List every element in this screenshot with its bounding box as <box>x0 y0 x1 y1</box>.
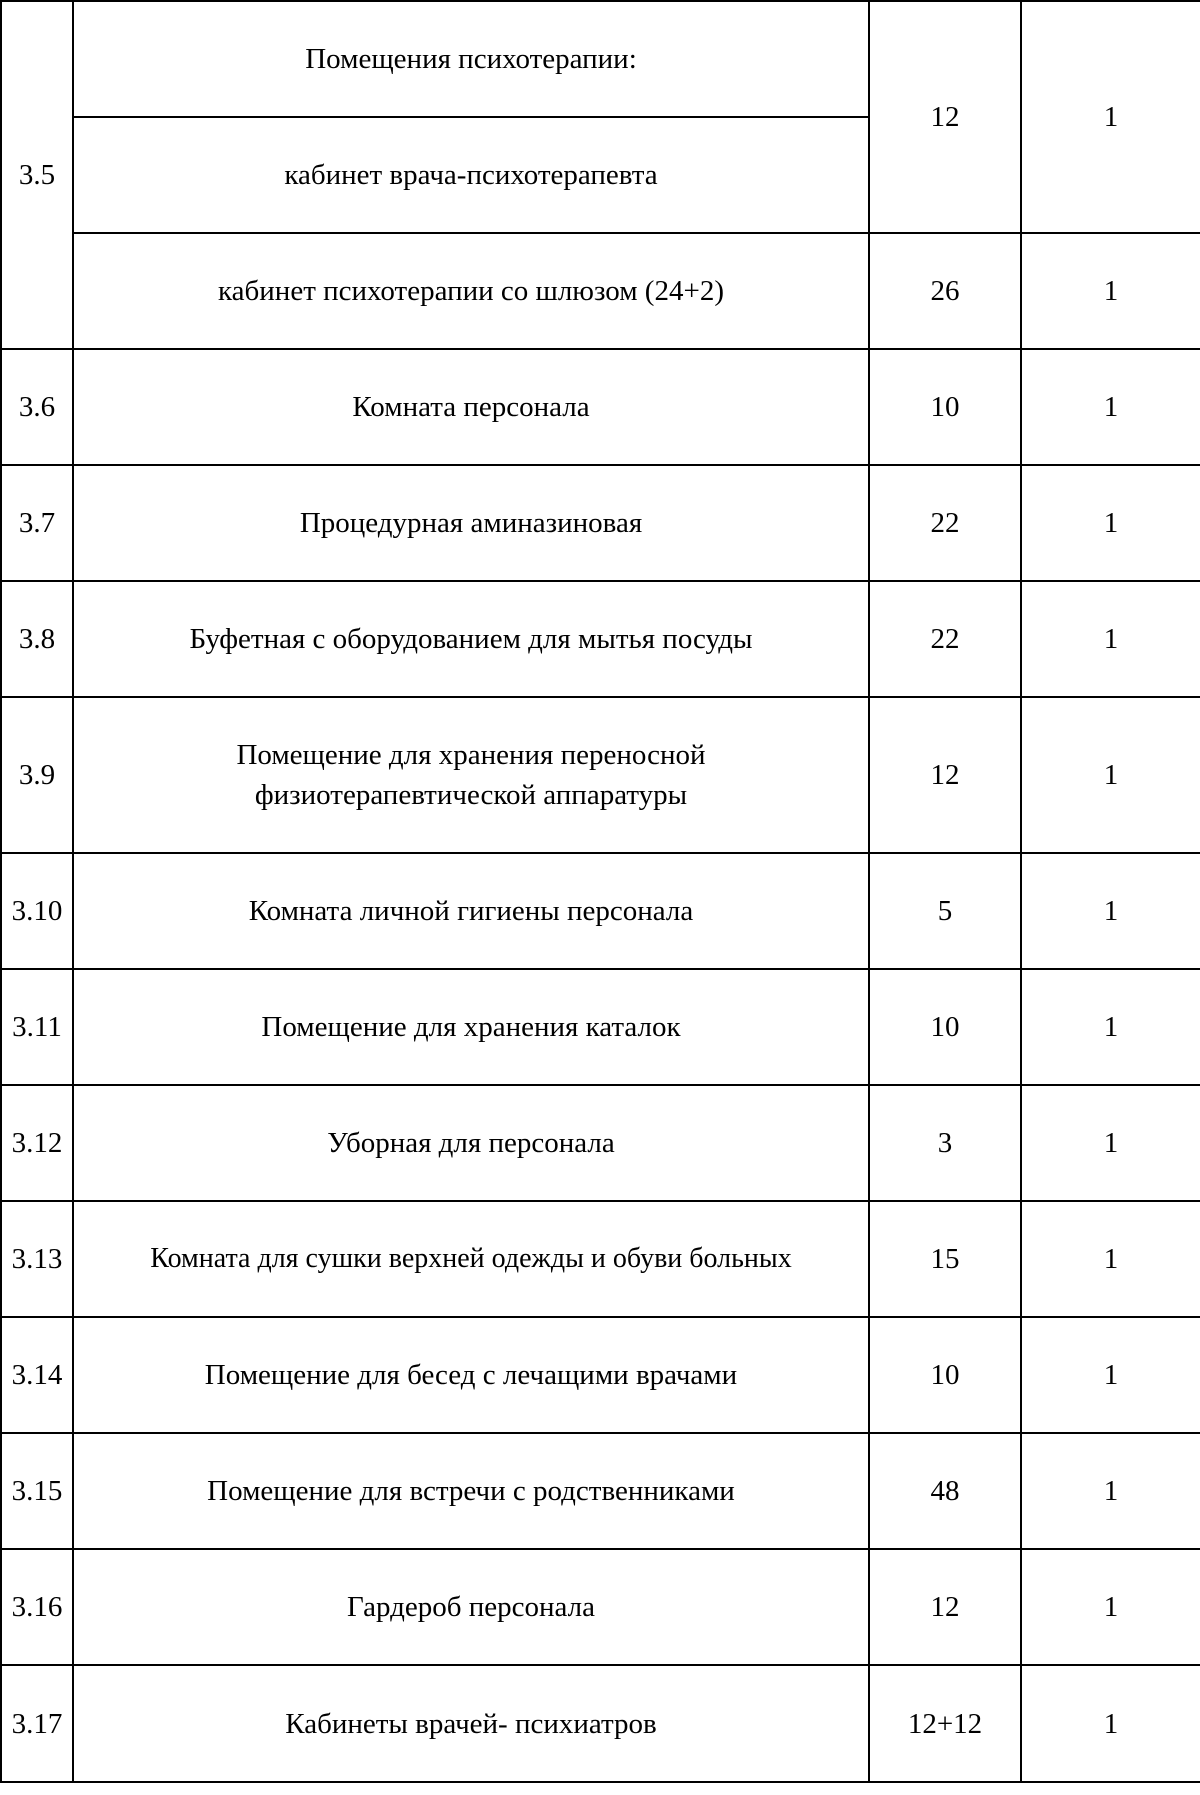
room-name-cell: Помещение для хранения переносной физиотерапевтической аппаратуры <box>73 697 869 853</box>
row-number: 3.5 <box>1 1 73 349</box>
table-row <box>1 1317 1200 1433</box>
room-name-cell: Комната персонала <box>73 349 869 465</box>
quantity-cell: 1 <box>1021 1 1200 233</box>
row-number: 3.9 <box>1 697 73 853</box>
room-name-cell: Помещение для встречи с родственниками <box>73 1433 869 1549</box>
area-cell: 10 <box>869 349 1021 465</box>
quantity-cell: 1 <box>1021 1085 1200 1201</box>
area-cell: 22 <box>869 465 1021 581</box>
row-number: 3.15 <box>1 1433 73 1549</box>
quantity-cell: 1 <box>1021 1201 1200 1317</box>
quantity-cell: 1 <box>1021 465 1200 581</box>
row-number: 3.6 <box>1 349 73 465</box>
area-cell: 12 <box>869 697 1021 853</box>
area-cell: 3 <box>869 1085 1021 1201</box>
row-number: 3.14 <box>1 1317 73 1433</box>
room-name-cell: Кабинеты врачей- психиатров <box>73 1665 869 1782</box>
table-row <box>1 697 1200 853</box>
table-row <box>1 349 1200 465</box>
room-name-cell: Процедурная аминазиновая <box>73 465 869 581</box>
table-row <box>1 1665 1200 1782</box>
row-number: 3.13 <box>1 1201 73 1317</box>
table-row <box>1 1549 1200 1665</box>
row-number: 3.10 <box>1 853 73 969</box>
area-cell: 22 <box>869 581 1021 697</box>
area-cell: 15 <box>869 1201 1021 1317</box>
room-name-cell: кабинет врача-психотерапевта <box>73 117 869 233</box>
area-cell: 12 <box>869 1549 1021 1665</box>
row-number: 3.12 <box>1 1085 73 1201</box>
room-name-cell: Помещение для бесед с лечащими врачами <box>73 1317 869 1433</box>
area-cell: 48 <box>869 1433 1021 1549</box>
row-number: 3.8 <box>1 581 73 697</box>
quantity-cell: 1 <box>1021 233 1200 349</box>
quantity-cell: 1 <box>1021 1433 1200 1549</box>
quantity-cell: 1 <box>1021 853 1200 969</box>
room-name-cell: Гардероб персонала <box>73 1549 869 1665</box>
room-name-cell: Комната для сушки верхней одежды и обуви больных <box>73 1201 869 1317</box>
area-cell: 10 <box>869 969 1021 1085</box>
quantity-cell: 1 <box>1021 349 1200 465</box>
table-row <box>1 853 1200 969</box>
area-cell: 12 <box>869 1 1021 233</box>
room-name-cell: кабинет психотерапии со шлюзом (24+2) <box>73 233 869 349</box>
table-row <box>1 1433 1200 1549</box>
quantity-cell: 1 <box>1021 1317 1200 1433</box>
quantity-cell: 1 <box>1021 969 1200 1085</box>
area-cell: 5 <box>869 853 1021 969</box>
row-number: 3.16 <box>1 1549 73 1665</box>
quantity-cell: 1 <box>1021 1665 1200 1782</box>
quantity-cell: 1 <box>1021 697 1200 853</box>
table-row <box>1 465 1200 581</box>
table-row <box>1 1201 1200 1317</box>
table-row <box>1 581 1200 697</box>
room-name-cell: Буфетная с оборудованием для мытья посуды <box>73 581 869 697</box>
table-row <box>1 1085 1200 1201</box>
table-row <box>1 233 1200 349</box>
table-row <box>1 1 1200 117</box>
quantity-cell: 1 <box>1021 581 1200 697</box>
quantity-cell: 1 <box>1021 1549 1200 1665</box>
area-cell: 12+12 <box>869 1665 1021 1782</box>
group-header: Помещения психотерапии: <box>73 1 869 117</box>
room-name-cell: Уборная для персонала <box>73 1085 869 1201</box>
area-cell: 10 <box>869 1317 1021 1433</box>
table-row <box>1 969 1200 1085</box>
row-number: 3.7 <box>1 465 73 581</box>
row-number: 3.11 <box>1 969 73 1085</box>
room-name-cell: Комната личной гигиены персонала <box>73 853 869 969</box>
area-cell: 26 <box>869 233 1021 349</box>
row-number: 3.17 <box>1 1665 73 1782</box>
room-name-cell: Помещение для хранения каталок <box>73 969 869 1085</box>
